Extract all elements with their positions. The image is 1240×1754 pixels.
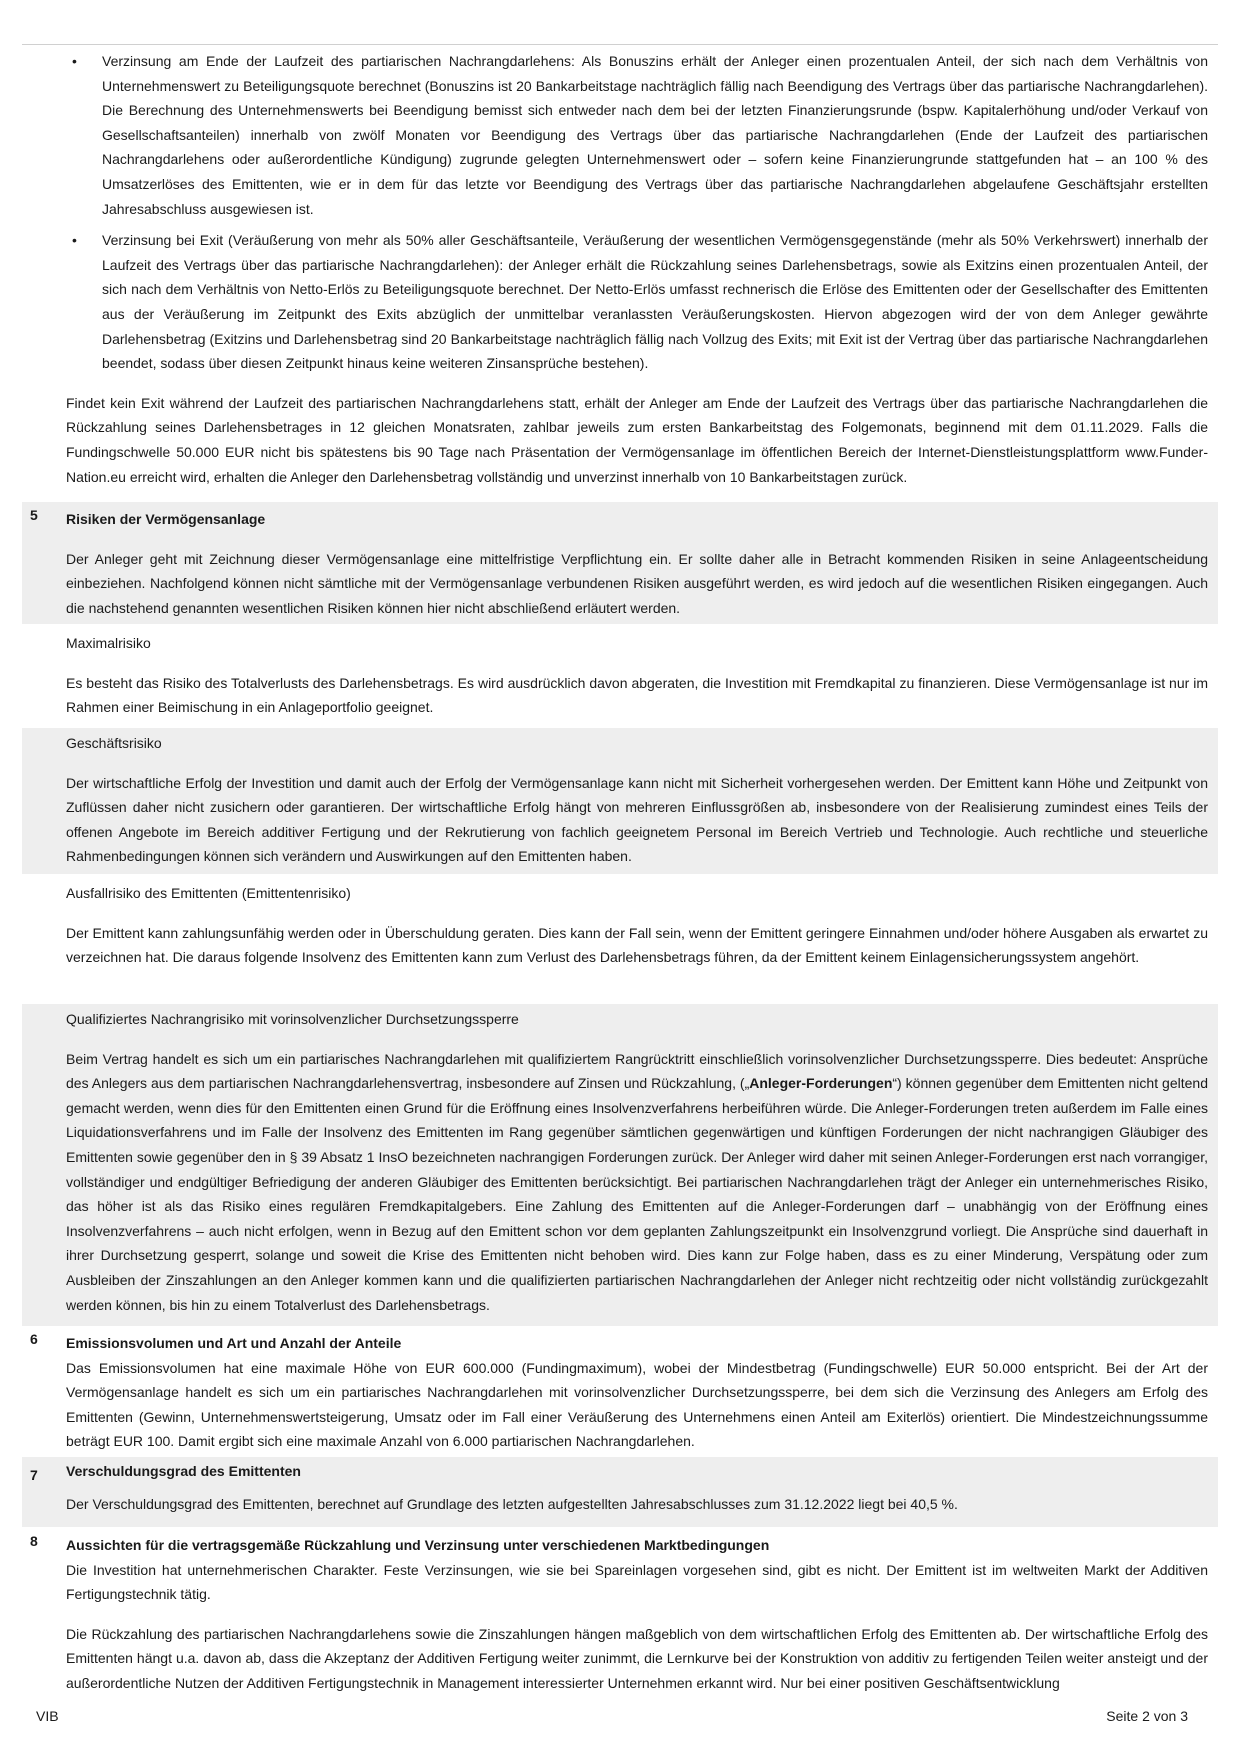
- section-6-text: Das Emissionsvolumen hat eine maximale Höhe von EUR 600.000 (Fundingmaximum), wobei der Mindestbetrag (Fundingschwelle) EUR 50.000 entspricht. Bei der Art der Vermögensanlage handelt es sich um ein partiarisches Nachrangdarlehen mit vorinsolvenzlicher Durchsetzungssperre, bei dem sich die Verzinsung des Anlegers am Erfolg des Emittenten (Gewinn, Unternehmenswertsteigerung, Umsatz oder im Fall einer Veräußerung des Unternehmens einen Anteil am Exiterlös) orientiert. Die Mindestzeichnungssumme beträgt EUR 100. Damit ergibt sich eine maximale Anzahl von 6.000 partiarischen Nachrangdarlehen.: [66, 1359, 1208, 1450]
- section-5-block: [22, 502, 1218, 624]
- maximalrisiko-text: Es besteht das Risiko des Totalverlusts des Darlehensbetrags. Es wird ausdrücklich davon abgeraten, die Investition mit Fremdkapital zu finanzieren. Diese Vermögensanlage ist nur im Rahmen einer Beimischung in ein Anlageportfolio geeignet.: [66, 674, 1208, 716]
- section-8-block: [22, 1532, 1218, 1702]
- nachrangrisiko-title: Qualifiziertes Nachrangrisiko mit vorinsolvenzlicher Durchsetzungssperre: [66, 1011, 519, 1027]
- section-7-text: Der Verschuldungsgrad des Emittenten, berechnet auf Grundlage des letzten aufgestellten Jahresabschlusses zum 31.12.2022 liegt bei 40,5 %.: [66, 1495, 958, 1512]
- interest-bullet-list: [66, 49, 1208, 376]
- section-5-content: [66, 507, 1208, 620]
- nachrangrisiko-text-part2: “) können gegenüber dem Emittenten nicht geltend gemacht werden, wenn dies für den Emittenten einen Grund für die Eröffnung eines Insolvenzverfahrens herbeiführen würde. Die Anleger-Forderungen treten außerdem im Falle eines Liquidationsverfahrens und im Falle der Insolvenz des Emittenten im Rang gegenüber sämtlichen gegenwärtigen und künftigen Forderungen der nicht nachrangigen Gläubiger des Emittenten sowie gegenüber den in § 39 Absatz 1 InsO bezeichneten nachrangigen Forderungen zurück. Der Anleger wird daher mit seinen Anleger-Forderungen erst nach vorrangiger, vollständiger und endgültiger Befriedigung der anderen Gläubiger des Emittenten berücksichtigt. Bei partiarischen Nachrangdarlehen trägt der Anleger ein unternehmerisches Risiko, das höher ist als das Risiko eines regulären Fremdkapitalgebers. Eine Zahlung des Emittenten auf die Anleger-Forderungen darf – unabhängig von der Eröffnung eines Insolvenzverfahrens – auch nicht erfolgen, wenn in Bezug auf den Emittent schon vor dem geplanten Zahlungszeitpunkt ein Insolvenzgrund vorliegt. Die Ansprüche sind dauerhaft in ihrer Durchsetzung gesperrt, solange und soweit die Krise des Emittenten nicht behoben wird. Dies kann zur Folge haben, dass es zu einer Minderung, Verspätung oder zum Ausbleiben der Zinszahlungen an den Anleger kommen kann und die qualifizierten partiarischen Nachrangdarlehen der Anleger nicht rechtzeitig oder nicht vollständig zurückgezahlt werden können, bis hin zu einem Totalverlust des Darlehensbetrags.: [66, 1075, 1208, 1313]
- ausfallrisiko-text: Der Emittent kann zahlungsunfähig werden oder in Überschuldung geraten. Dies kann der Fall sein, wenn der Emittent geringere Einnahmen und/oder höhere Ausgaben als erwartet zu verzeichnen hat. Die daraus folgende Insolvenz des Emittenten kann zum Verlust des Darlehensbetrags führen, da der Emittent keinem Einlagensicherungssystem angehört.: [66, 924, 1208, 966]
- section-5-text: Der Anleger geht mit Zeichnung dieser Vermögensanlage eine mittelfristige Verpflichtung ein. Er sollte daher alle in Betracht kommenden Risiken in seine Anlageentscheidung einbeziehen. Nachfolgend können nicht sämtliche mit der Vermögensanlage verbundenen Risiken ausgeführt werden, es wird jedoch auf die wesentlichen Risiken eingegangen. Auch die nachstehend genannten wesentlichen Risiken können hier nicht abschließend erläutert werden.: [66, 550, 1208, 616]
- nachrangrisiko-block: [22, 1004, 1218, 1326]
- geschaeftsrisiko-content: [66, 731, 1208, 869]
- ausfallrisiko-block: [22, 878, 1218, 1000]
- anleger-forderungen-term: Anleger-Forderungen: [749, 1075, 893, 1092]
- section-6-content: [66, 1331, 1208, 1454]
- geschaeftsrisiko-title: Geschäftsrisiko: [66, 735, 162, 751]
- maximalrisiko-title: Maximalrisiko: [66, 635, 151, 651]
- intro-paragraph: Findet kein Exit während der Laufzeit des partiarischen Nachrangdarlehens statt, erhält der Anleger am Ende der Laufzeit des Vertrags über das partiarische Nachrangdarlehen die Rückzahlung seines Darlehensbetrages in 12 gleichen Monatsraten, zahlbar jeweils zum ersten Bankarbeitstag des Folgemonats, beginnend mit dem 01.11.2029. Falls die Fundingschwelle 50.000 EUR nicht bis spätestens bis 90 Tage nach Präsentation der Vermögensanlage im öffentlichen Bereich der Internet-Dienstleistungsplattform www.Funder-Nation.eu erreicht wird, erhalten die Anleger den Darlehensbetrag vollständig und unverzinst innerhalb von 10 Bankarbeitstagen zurück.: [66, 394, 1208, 485]
- nachrangrisiko-content: [66, 1007, 1208, 1317]
- section-7-content: [66, 1459, 1208, 1516]
- nachrangrisiko-text: [66, 1047, 1208, 1318]
- ausfallrisiko-title: Ausfallrisiko des Emittenten (Emittentenrisiko): [66, 885, 351, 901]
- geschaeftsrisiko-block: [22, 728, 1218, 874]
- ausfallrisiko-content: [66, 881, 1208, 970]
- section-7-number: 7: [30, 1467, 38, 1483]
- top-divider: [22, 44, 1218, 45]
- maximalrisiko-block: [22, 628, 1218, 724]
- section-6-block: [22, 1330, 1218, 1450]
- section-8-text-2: Die Rückzahlung des partiarischen Nachrangdarlehens sowie die Zinszahlungen hängen maßgeblich von dem wirtschaftlichen Erfolg des Emittenten ab. Der wirtschaftliche Erfolg des Emittenten hängt u.a. davon ab, dass die Akzeptanz der Additiven Fertigung weiter zunimmt, die Lernkurve bei der Konstruktion von additiv zu fertigenden Teilen weiter ansteigt und der außerordentliche Nutzen der Additiven Fertigungstechnik in Management interessierter Unternehmen erkannt wird. Nur bei einer positiven Geschäftsentwicklung: [66, 1625, 1208, 1691]
- intro-content: [66, 49, 1208, 489]
- geschaeftsrisiko-text: Der wirtschaftliche Erfolg der Investition und damit auch der Erfolg der Vermögensanlage kann nicht mit Sicherheit vorhergesehen werden. Der Emittent kann Höhe und Zeitpunkt von Zuflüssen daher nicht zusichern oder garantieren. Der wirtschaftliche Erfolg hängt von mehreren Einflussgrößen ab, insbesondere von der Realisierung zumindest eines Teils der offenen Angebote im Bereich additiver Fertigung und der Rekrutierung von fachlich geeignetem Personal im Bereich Vertrieb und Technologie. Auch rechtliche und steuerliche Rahmenbedingungen können sich verändern und Auswirkungen auf den Emittenten haben.: [66, 774, 1208, 865]
- nachrangrisiko-text-part1: Beim Vertrag handelt es sich um ein partiarisches Nachrangdarlehen mit qualifiziertem Rangrücktritt einschließlich vorinsolvenzlicher Durchsetzungssperre. Dies bedeutet: Ansprüche des Anlegers aus dem partiarischen Nachrangdarlehensvertrag, insbesondere auf Zinsen und Rückzahlung, („: [66, 1050, 1208, 1092]
- section-5-number: 5: [30, 507, 38, 523]
- bullet-bonuszins: • Verzinsung am Ende der Laufzeit des partiarischen Nachrangdarlehens: Als Bonuszins erhält der Anleger einen prozentualen Anteil, der sich nach dem Verhältnis von Unternehmenswert zu Beteiligungsquote berechnet (Bonuszins ist 20 Bankarbeitstage nachträglich fällig nach Beendigung des Vertrags über das partiarische Nachrangdarlehen). Die Berechnung des Unternehmenswerts bei Beendigung bemisst sich entweder nach dem bei der letzten Finanzierungsrunde (bspw. Kapitalerhöhung und/oder Verkauf von Gesellschaftsanteilen) innerhalb von zwölf Monaten vor Beendigung des Vertrags über das partiarische Nachrangdarlehen (Ende der Laufzeit des partiarischen Nachrangdarlehens oder außerordentliche Kündigung) zugrunde gelegten Unternehmenswert oder – sofern keine Finanzierungrunde stattgefunden hat – an 100 % des Umsatzerlöses des Emittenten, wie er in dem für das letzte vor Beendigung des Vertrags über das partiarische Nachrangdarlehen abgelaufene Geschäftsjahr erstellten Jahresabschluss ausgewiesen ist.: [66, 49, 1208, 221]
- intro-block: [22, 49, 1218, 489]
- section-6-title: Emissionsvolumen und Art und Anzahl der Anteile: [66, 1335, 402, 1351]
- section-8-title: Aussichten für die vertragsgemäße Rückzahlung und Verzinsung unter verschiedenen Marktbedingungen: [66, 1537, 770, 1553]
- section-7-block: [22, 1457, 1218, 1527]
- section-8-text-1: Die Investition hat unternehmerischen Charakter. Feste Verzinsungen, wie sie bei Spareinlagen vorgesehen sind, gibt es nicht. Der Emittent ist im weltweiten Markt der Additiven Fertigungstechnik tätig.: [66, 1561, 1208, 1603]
- section-8-content: [66, 1533, 1208, 1696]
- section-7-title: Verschuldungsgrad des Emittenten: [66, 1463, 301, 1479]
- section-6-number: 6: [30, 1331, 38, 1347]
- footer-left: VIB: [36, 1708, 59, 1724]
- section-8-number: 8: [30, 1533, 38, 1549]
- maximalrisiko-content: [66, 631, 1208, 720]
- footer-page-number: Seite 2 von 3: [1106, 1708, 1188, 1724]
- section-5-title: Risiken der Vermögensanlage: [66, 511, 266, 527]
- bullet-exitzins: • Verzinsung bei Exit (Veräußerung von mehr als 50% aller Geschäftsanteile, Veräußerung der wesentlichen Vermögensgegenstände (mehr als 50% Verkehrswert) innerhalb der Laufzeit des Vertrags über das partiarische Nachrangdarlehen): der Anleger erhält die Rückzahlung seines Darlehensbetrags, sowie als Exitzins einen prozentualen Anteil, der sich nach dem Verhältnis von Netto-Erlös zu Beteiligungsquote berechnet. Der Netto-Erlös umfasst rechnerisch die Erlöse des Emittenten oder der Gesellschafter des Emittenten aus der Veräußerung im Zeitpunkt des Exits abzüglich der unmittelbar veranlassten Veräußerungskosten. Hiervon abgezogen wird der von dem Anleger gewährte Darlehensbetrag (Exitzins und Darlehensbetrag sind 20 Bankarbeitstage nachträglich fällig nach Vollzug des Exits; mit Exit ist der Vertrag über das partiarische Nachrangdarlehen beendet, sodass über diesen Zeitpunkt hinaus keine weiteren Zinsansprüche bestehen).: [66, 228, 1208, 376]
